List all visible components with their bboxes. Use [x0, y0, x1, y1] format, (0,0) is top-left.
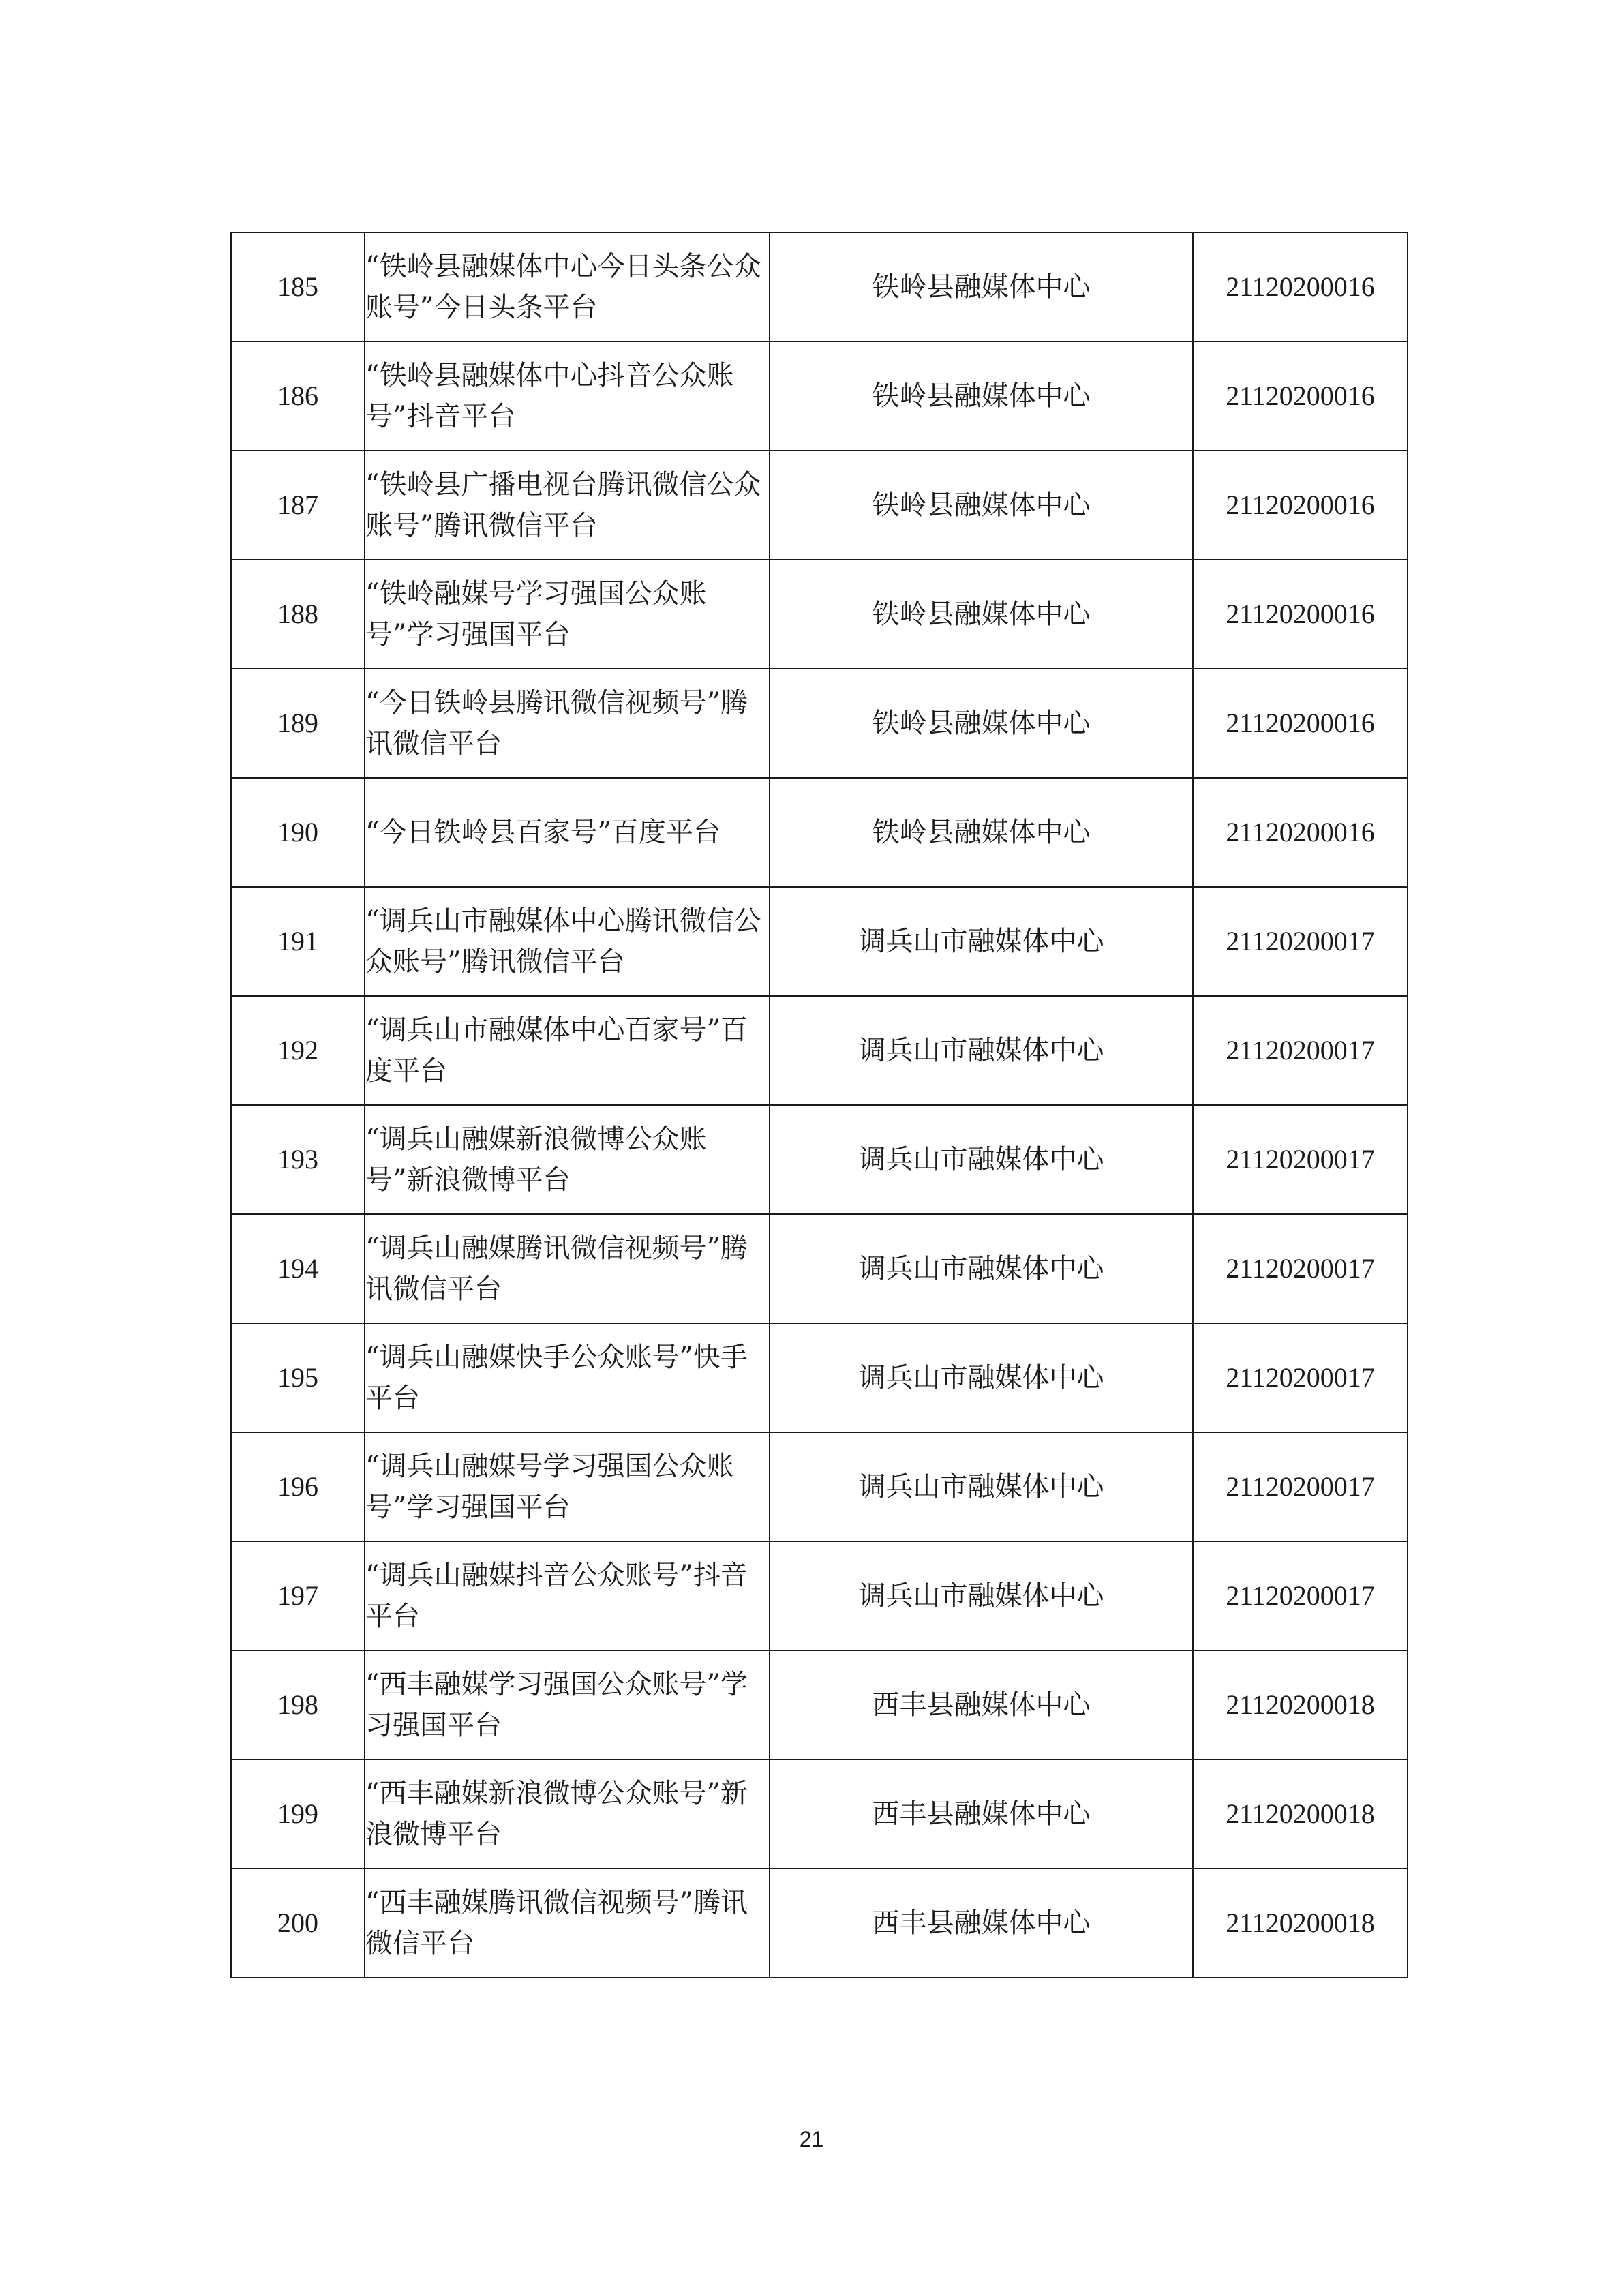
row-number-cell: 189 [231, 669, 365, 778]
registration-code-cell: 21120200017 [1193, 1432, 1408, 1541]
registration-code-cell: 21120200016 [1193, 669, 1408, 778]
organization-cell: 调兵山市融媒体中心 [770, 1432, 1193, 1541]
row-number-cell: 185 [231, 232, 365, 342]
registration-code-cell: 21120200018 [1193, 1650, 1408, 1759]
row-number-cell: 194 [231, 1214, 365, 1323]
organization-cell: 西丰县融媒体中心 [770, 1650, 1193, 1759]
registration-code-cell: 21120200018 [1193, 1759, 1408, 1869]
table-row [231, 232, 1408, 342]
account-name-cell: “调兵山融媒腾讯微信视频号”腾讯微信平台 [365, 1214, 770, 1323]
row-number-cell: 196 [231, 1432, 365, 1541]
account-name-cell: “西丰融媒新浪微博公众账号”新浪微博平台 [365, 1759, 770, 1869]
row-number-cell: 187 [231, 451, 365, 560]
row-number-cell: 190 [231, 778, 365, 887]
account-name-cell: “铁岭融媒号学习强国公众账号”学习强国平台 [365, 560, 770, 669]
account-name-cell: “西丰融媒腾讯微信视频号”腾讯微信平台 [365, 1869, 770, 1978]
account-name-cell: “调兵山融媒快手公众账号”快手平台 [365, 1323, 770, 1432]
table-row [231, 669, 1408, 778]
organization-cell: 西丰县融媒体中心 [770, 1869, 1193, 1978]
account-name-cell: “调兵山市融媒体中心百家号”百度平台 [365, 996, 770, 1105]
account-name-cell: “调兵山融媒号学习强国公众账号”学习强国平台 [365, 1432, 770, 1541]
table-row [231, 342, 1408, 451]
table-row [231, 1541, 1408, 1650]
table-row [231, 560, 1408, 669]
organization-cell: 调兵山市融媒体中心 [770, 1105, 1193, 1214]
account-name-cell: “铁岭县融媒体中心抖音公众账号”抖音平台 [365, 342, 770, 451]
row-number-cell: 186 [231, 342, 365, 451]
account-name-cell: “铁岭县融媒体中心今日头条公众账号”今日头条平台 [365, 232, 770, 342]
table-row [231, 1759, 1408, 1869]
row-number-cell: 199 [231, 1759, 365, 1869]
table-row [231, 1432, 1408, 1541]
table-row [231, 1869, 1408, 1978]
account-name-cell: “调兵山融媒抖音公众账号”抖音平台 [365, 1541, 770, 1650]
registration-code-cell: 21120200017 [1193, 996, 1408, 1105]
row-number-cell: 195 [231, 1323, 365, 1432]
account-name-cell: “铁岭县广播电视台腾讯微信公众账号”腾讯微信平台 [365, 451, 770, 560]
organization-cell: 调兵山市融媒体中心 [770, 996, 1193, 1105]
row-number-cell: 200 [231, 1869, 365, 1978]
account-name-cell: “今日铁岭县腾讯微信视频号”腾讯微信平台 [365, 669, 770, 778]
registration-code-cell: 21120200018 [1193, 1869, 1408, 1978]
table-row [231, 1323, 1408, 1432]
table-row [231, 887, 1408, 996]
account-table [230, 232, 1408, 1978]
registration-code-cell: 21120200016 [1193, 560, 1408, 669]
registration-code-cell: 21120200016 [1193, 232, 1408, 342]
row-number-cell: 188 [231, 560, 365, 669]
registration-code-cell: 21120200016 [1193, 342, 1408, 451]
table-row [231, 1105, 1408, 1214]
organization-cell: 调兵山市融媒体中心 [770, 1541, 1193, 1650]
organization-cell: 铁岭县融媒体中心 [770, 560, 1193, 669]
table-row [231, 1214, 1408, 1323]
row-number-cell: 193 [231, 1105, 365, 1214]
table-row [231, 451, 1408, 560]
account-name-cell: “今日铁岭县百家号”百度平台 [365, 778, 770, 887]
page-number: 21 [799, 2127, 824, 2151]
organization-cell: 调兵山市融媒体中心 [770, 1214, 1193, 1323]
account-table-body [231, 232, 1408, 1978]
table-row [231, 778, 1408, 887]
row-number-cell: 191 [231, 887, 365, 996]
organization-cell: 铁岭县融媒体中心 [770, 778, 1193, 887]
organization-cell: 铁岭县融媒体中心 [770, 451, 1193, 560]
organization-cell: 铁岭县融媒体中心 [770, 232, 1193, 342]
registration-code-cell: 21120200016 [1193, 778, 1408, 887]
row-number-cell: 197 [231, 1541, 365, 1650]
account-name-cell: “调兵山市融媒体中心腾讯微信公众账号”腾讯微信平台 [365, 887, 770, 996]
organization-cell: 铁岭县融媒体中心 [770, 342, 1193, 451]
registration-code-cell: 21120200017 [1193, 1105, 1408, 1214]
registration-code-cell: 21120200017 [1193, 1323, 1408, 1432]
organization-cell: 调兵山市融媒体中心 [770, 887, 1193, 996]
account-name-cell: “调兵山融媒新浪微博公众账号”新浪微博平台 [365, 1105, 770, 1214]
row-number-cell: 198 [231, 1650, 365, 1759]
organization-cell: 铁岭县融媒体中心 [770, 669, 1193, 778]
table-row [231, 1650, 1408, 1759]
row-number-cell: 192 [231, 996, 365, 1105]
registration-code-cell: 21120200016 [1193, 451, 1408, 560]
organization-cell: 西丰县融媒体中心 [770, 1759, 1193, 1869]
registration-code-cell: 21120200017 [1193, 1541, 1408, 1650]
organization-cell: 调兵山市融媒体中心 [770, 1323, 1193, 1432]
table-row [231, 996, 1408, 1105]
account-name-cell: “西丰融媒学习强国公众账号”学习强国平台 [365, 1650, 770, 1759]
registration-code-cell: 21120200017 [1193, 1214, 1408, 1323]
registration-code-cell: 21120200017 [1193, 887, 1408, 996]
